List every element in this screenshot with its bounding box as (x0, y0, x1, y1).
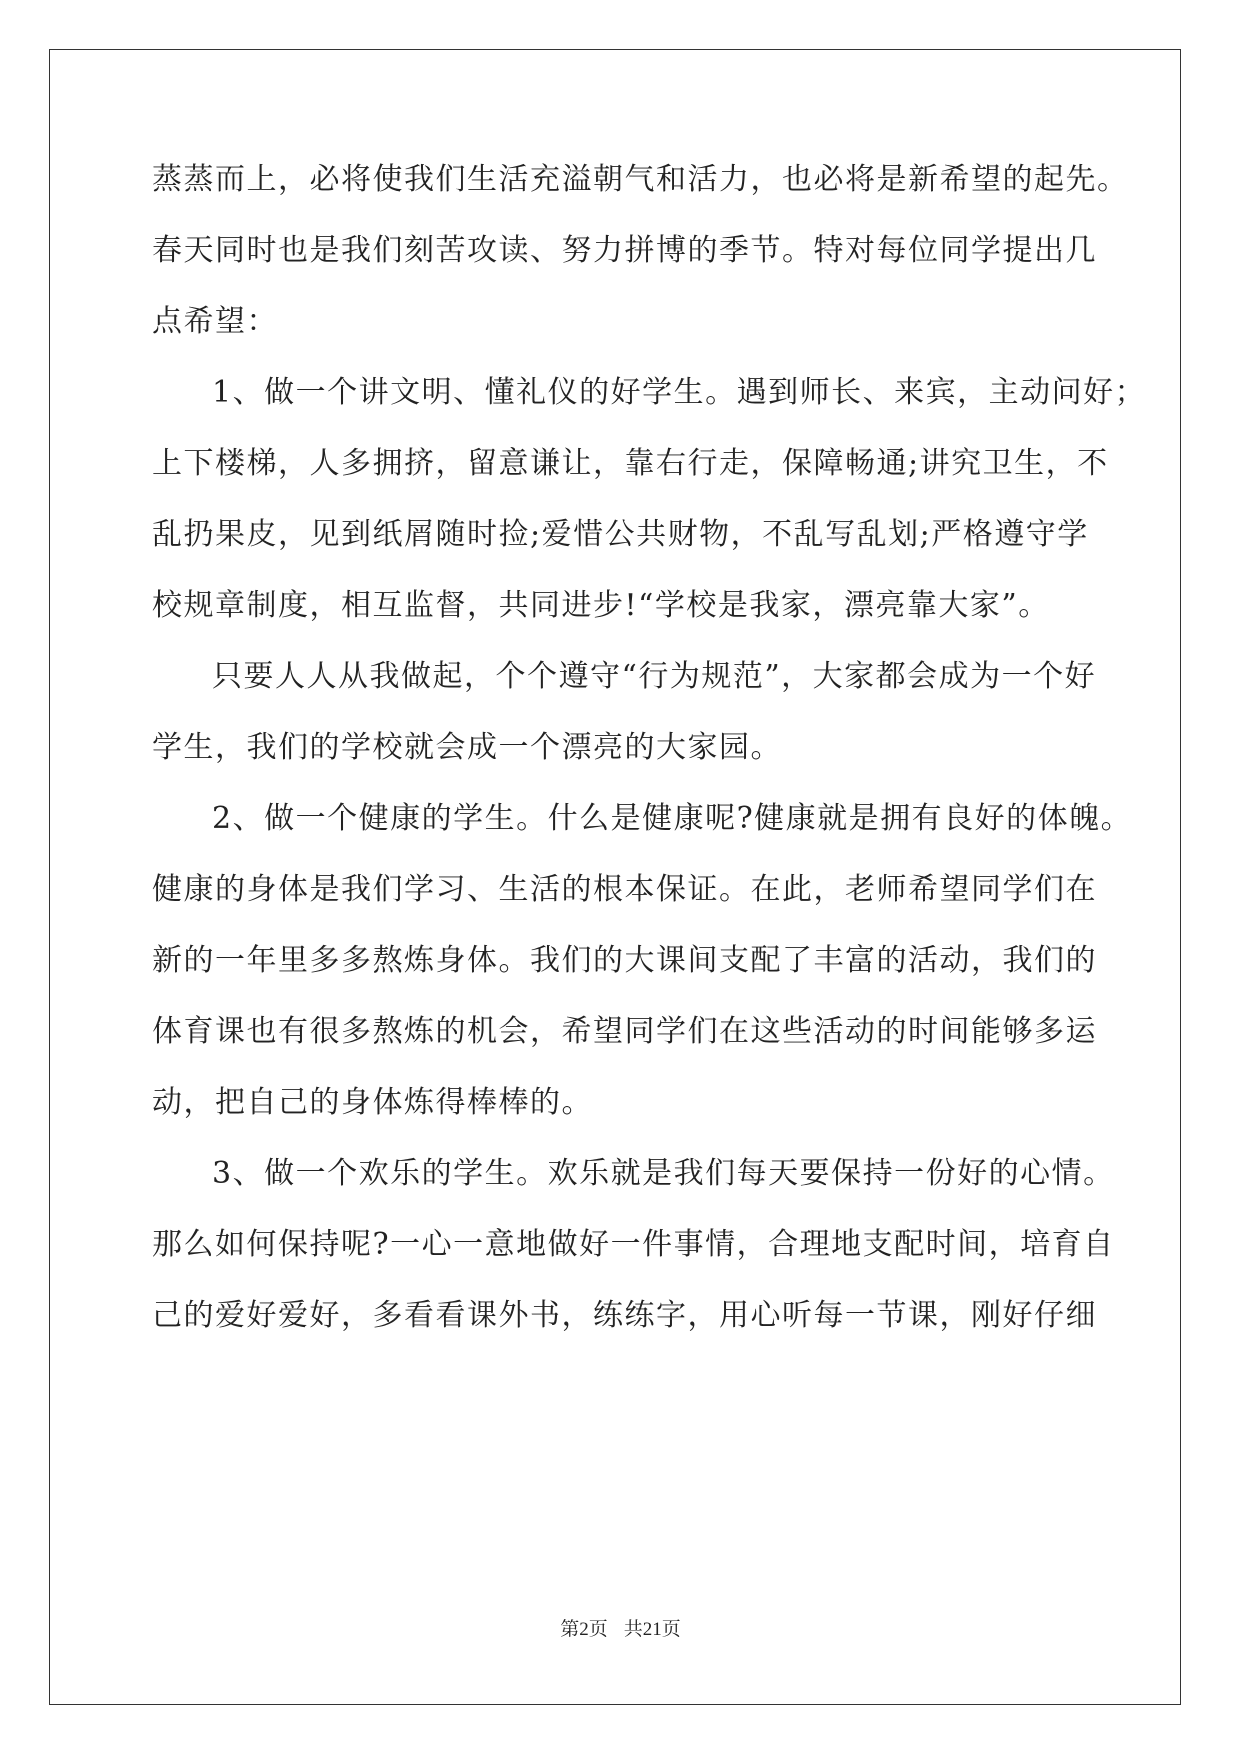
paragraph-first-line: 只要人人从我做起，个个遵守“行为规范”，大家都会成为一个好 (212, 659, 1097, 694)
text-line: 乱扔果皮，见到纸屑随时捡;爱惜公共财物，不乱写乱划;严格遵守学 (152, 517, 1089, 552)
text-line: 体育课也有很多熬炼的机会，希望同学们在这些活动的时间能够多运 (152, 1014, 1097, 1049)
text-line: 点希望： (152, 304, 278, 339)
text-line: 健康的身体是我们学习、生活的根本保证。在此，老师希望同学们在 (152, 872, 1097, 907)
text-line: 上下楼梯，人多拥挤，留意谦让，靠右行走，保障畅通;讲究卫生，不 (152, 446, 1109, 481)
text-line: 那么如何保持呢?一心一意地做好一件事情，合理地支配时间，培育自 (152, 1227, 1115, 1262)
text-line: 己的爱好爱好，多看看课外书，练练字，用心听每一节课，刚好仔细 (152, 1298, 1097, 1333)
text-line: 蒸蒸而上，必将使我们生活充溢朝气和活力，也必将是新希望的起先。 (152, 162, 1129, 197)
paragraph-first-line: 2、做一个健康的学生。什么是健康呢?健康就是拥有良好的体魄。 (212, 801, 1133, 836)
text-line: 春天同时也是我们刻苦攻读、努力拼博的季节。特对每位同学提出几 (152, 233, 1097, 268)
text-line: 学生，我们的学校就会成一个漂亮的大家园。 (152, 730, 782, 765)
page-number: 第2页 (560, 1619, 608, 1640)
page-total: 共21页 (623, 1619, 681, 1640)
text-line: 新的一年里多多熬炼身体。我们的大课间支配了丰富的活动，我们的 (152, 943, 1097, 978)
text-line: 校规章制度，相互监督，共同进步!“学校是我家，漂亮靠大家”。 (152, 588, 1050, 623)
paragraph-first-line: 1、做一个讲文明、懂礼仪的好学生。遇到师长、来宾，主动问好； (212, 375, 1147, 410)
paragraph-first-line: 3、做一个欢乐的学生。欢乐就是我们每天要保持一份好的心情。 (212, 1156, 1115, 1191)
text-line: 动，把自己的身体炼得棒棒的。 (152, 1085, 593, 1120)
page-footer (0, 1614, 1241, 1641)
